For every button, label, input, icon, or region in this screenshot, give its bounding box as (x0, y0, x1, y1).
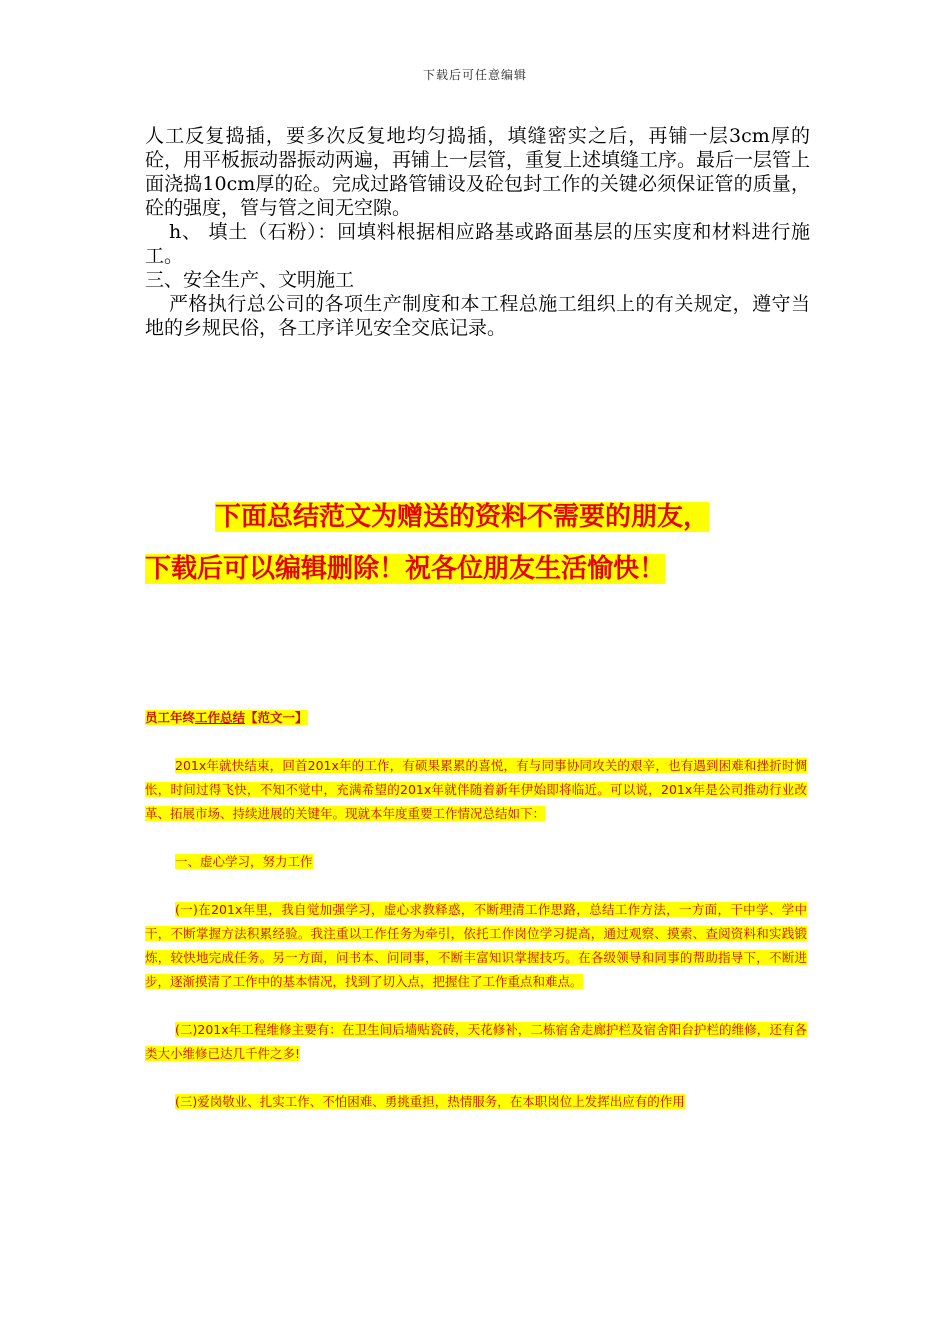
paragraph-backfill: h、 填土（石粉）：回填料根据相应路基或路面基层的压实度和材料进行施工。 (145, 221, 810, 267)
paragraph-pipe-laying: 人工反复捣插，要多次反复地均匀捣插，填缝密实之后，再铺一层3cm厚的砼，用平板振动器振动两遍，再铺上一层管，重复上述填缝工序。最后一层管上面浇捣10cm厚的砼。完成过路管铺设及砼包封工作的关键必须保证管的质量，砼的强度，管与管之间无空隙。 (145, 125, 811, 219)
sample-paragraph-1: (一)在201x年里，我自觉加强学习，虚心求教释惑，不断理清工作思路，总结工作方法，一方面，干中学、学中干，不断掌握方法积累经验。我注重以工作任务为牵引，依托工作岗位学习提高，通过观察、摸索、查阅资料和实践锻炼，较快地完成任务。另一方面，问书本、问同事，不断丰富知识掌握技巧。在各级领导和同事的帮助指导下，不断进步，逐渐摸清了工作中的基本情况，找到了切入点，把握住了工作重点和难点。 (145, 902, 807, 989)
gift-notice (145, 491, 810, 595)
sample-essay (145, 706, 807, 1138)
paragraph-safety: 严格执行总公司的各项生产制度和本工程总施工组织上的有关规定，遵守当地的乡规民俗，各工序详见安全交底记录。 (145, 293, 810, 339)
gift-notice-line-2: 下载后可以编辑删除！祝各位朋友生活愉快！ (145, 554, 666, 584)
sample-paragraph-3: (三)爱岗敬业、扎实工作、不怕困难、勇挑重担，热情服务，在本职岗位上发挥出应有的作用 (175, 1094, 685, 1109)
sample-title-part-1: 员工年终 (145, 710, 196, 725)
sample-paragraph-intro: 201x年就快结束，回首201x年的工作，有硕果累累的喜悦，有与同事协同攻关的艰辛，也有遇到困难和挫折时惆怅，时间过得飞快，不知不觉中，充满希望的201x年就伴随着新年伊始即将临近。可以说，201x年是公司推动行业改革、拓展市场、持续进展的关键年。现就本年度重要工作情况总结如下： (145, 758, 807, 821)
page-header: 下载后可任意编辑 (422, 68, 527, 82)
sample-paragraph-2: (二)201x年工程维修主要有：在卫生间后墙贴瓷砖，天花修补，二栋宿舍走廊护栏及宿舍阳台护栏的维修，还有各类大小维修已达几千件之多! (145, 1022, 807, 1061)
sample-heading-1: 一、虚心学习，努力工作 (175, 854, 313, 869)
document-body (145, 124, 810, 340)
sample-title-link: 工作总结 (195, 710, 246, 725)
sample-title (145, 706, 807, 730)
sample-title-part-3: 【范文一】 (245, 710, 308, 725)
gift-notice-line-1: 下面总结范文为赠送的资料不需要的朋友， (215, 502, 710, 532)
section-heading-safety: 三、安全生产、文明施工 (145, 269, 355, 291)
